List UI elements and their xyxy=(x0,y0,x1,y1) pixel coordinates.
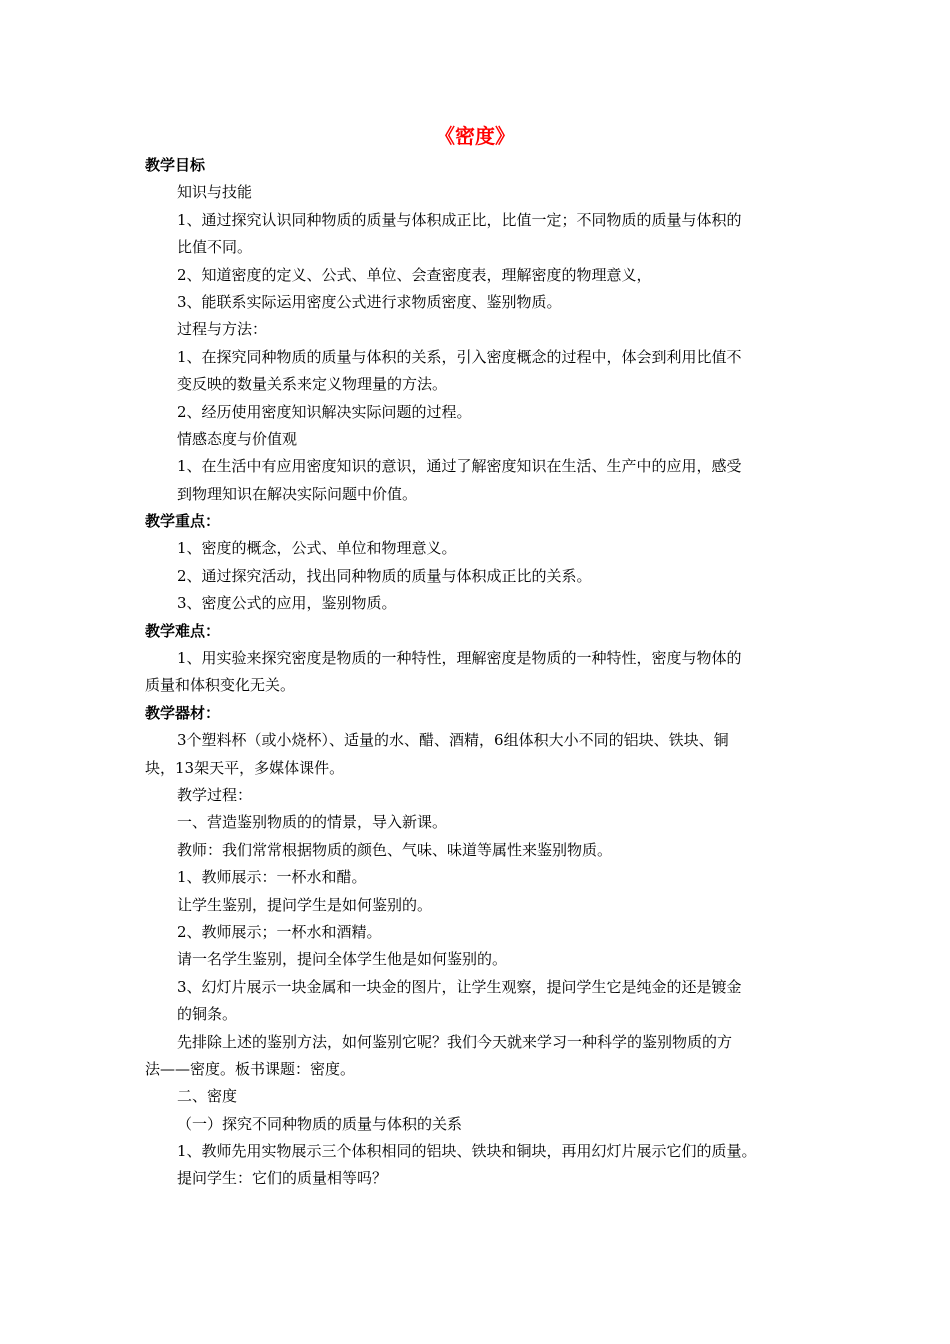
text-line: 3、能联系实际运用密度公式进行求物质密度、鉴别物质。 xyxy=(177,292,562,311)
text-line: 2、通过探究活动，找出同种物质的质量与体积成正比的关系。 xyxy=(177,566,592,585)
section-heading: 教学难点： xyxy=(145,621,221,640)
text-line: 1、教师先用实物展示三个体积相同的铝块、铁块和铜块，再用幻灯片展示它们的质量。 xyxy=(177,1142,757,1161)
text-line: 情感态度与价值观 xyxy=(177,429,298,448)
text-line: 教学过程： xyxy=(177,785,253,804)
section-heading: 教学目标 xyxy=(145,156,206,174)
text-line: 1、在生活中有应用密度知识的意识，通过了解密度知识在生活、生产中的应用，感受 xyxy=(177,457,742,476)
text-line: 2、经历使用密度知识解决实际问题的过程。 xyxy=(177,402,472,421)
text-line: 3个塑料杯（或小烧杯）、适量的水、醋、酒精，6组体积大小不同的铝块、铁块、铜 xyxy=(177,731,729,750)
text-line: 变反映的数量关系来定义物理量的方法。 xyxy=(177,375,448,394)
text-line: 1、密度的概念，公式、单位和物理意义。 xyxy=(177,539,457,558)
text-line: （一）探究不同种物质的质量与体积的关系 xyxy=(177,1114,463,1133)
document-body xyxy=(145,152,813,1193)
text-line: 2、知道密度的定义、公式、单位、会查密度表，理解密度的物理意义， xyxy=(177,265,652,284)
text-line: 2、教师展示；一杯水和酒精。 xyxy=(177,922,382,941)
document-title: 《密度》 xyxy=(435,124,515,148)
text-line: 3、密度公式的应用，鉴别物质。 xyxy=(177,594,397,613)
section-heading: 教学重点： xyxy=(145,512,221,531)
text-line: 1、在探究同种物质的质量与体积的关系，引入密度概念的过程中，体会到利用比值不 xyxy=(177,347,742,366)
text-line: 一、营造鉴别物质的的情景，导入新课。 xyxy=(177,813,448,832)
text-line: 先排除上述的鉴别方法，如何鉴别它呢？我们今天就来学习一种科学的鉴别物质的方 xyxy=(177,1032,733,1051)
section-heading: 教学器材： xyxy=(145,703,221,722)
text-line: 二、密度 xyxy=(177,1087,238,1106)
text-line: 请一名学生鉴别，提问全体学生他是如何鉴别的。 xyxy=(177,950,508,969)
text-line: 知识与技能 xyxy=(177,183,253,202)
text-line: 过程与方法： xyxy=(177,320,268,339)
text-line: 比值不同。 xyxy=(177,238,253,257)
text-line: 3、幻灯片展示一块金属和一块金的图片，让学生观察，提问学生它是纯金的还是镀金 xyxy=(177,977,742,996)
text-line: 1、用实验来探究密度是物质的一种特性，理解密度是物质的一种特性，密度与物体的 xyxy=(177,649,742,668)
text-line: 法——密度。板书课题：密度。 xyxy=(145,1059,356,1078)
text-line: 到物理知识在解决实际问题中价值。 xyxy=(177,484,418,503)
text-line: 1、教师展示：一杯水和醋。 xyxy=(177,868,367,887)
text-line: 1、通过探究认识同种物质的质量与体积成正比，比值一定；不同物质的质量与体积的 xyxy=(177,210,742,229)
text-line: 提问学生：它们的质量相等吗？ xyxy=(177,1169,388,1188)
text-line: 让学生鉴别，提问学生是如何鉴别的。 xyxy=(177,895,433,914)
text-line: 块，13架天平，多媒体课件。 xyxy=(145,758,345,777)
text-line: 质量和体积变化无关。 xyxy=(145,676,296,695)
text-line: 的铜条。 xyxy=(177,1005,238,1024)
text-line: 教师：我们常常根据物质的颜色、气味、味道等属性来鉴别物质。 xyxy=(177,840,613,859)
